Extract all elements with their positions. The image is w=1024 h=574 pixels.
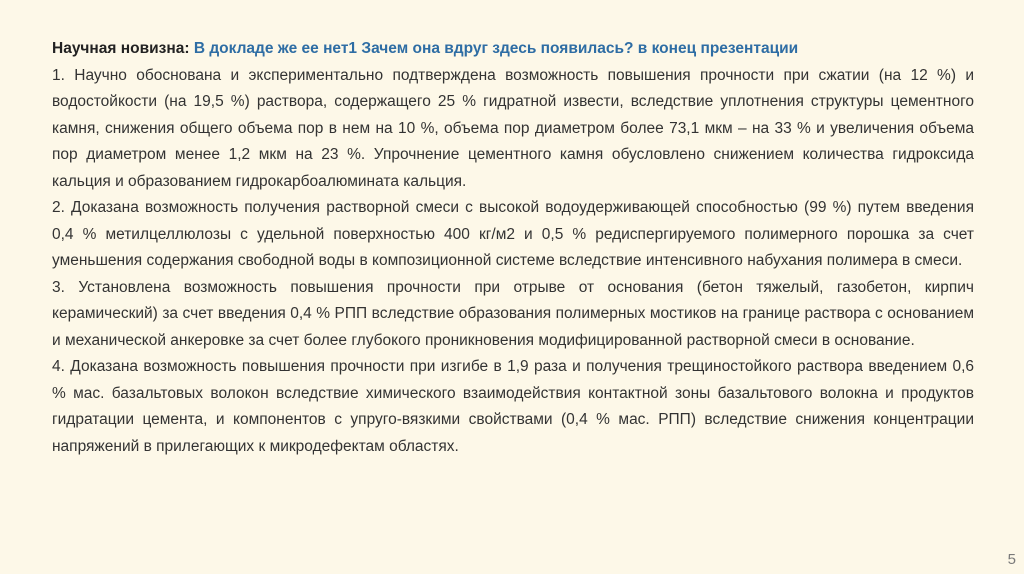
novelty-item-2: 2. Доказана возможность получения растворной смеси с высокой водоудерживающей способностью (99 %) путем введения 0,4 % метилцеллюлозы с удельной поверхностью 400 кг/м2 и 0,5 % редиспергируемого полимерного порошка за счет уменьшения содержания свободной воды в композиционной системе вследствие интенсивного набухания полимера в смеси. xyxy=(52,199,974,269)
heading-review-comment: В докладе же ее нет1 Зачем она вдруг здесь появилась? в конец презентации xyxy=(189,40,799,57)
novelty-item-4: 4. Доказана возможность повышения прочности при изгибе в 1,9 раза и получения трещиностойкого раствора введением 0,6 % мас. базальтовых волокон вследствие химического взаимодействия контактной зоны базальтового волокна и продуктов гидратации цемента, и компонентов с упруго-вязкими свойствами (0,4 % мас. РПП) вследствие снижения концентрации напряжений в прилегающих к микродефектам областях. xyxy=(52,358,974,455)
heading-label: Научная новизна xyxy=(52,40,185,57)
slide-content xyxy=(52,36,974,460)
slide-heading xyxy=(52,36,974,63)
novelty-item-1: 1. Научно обоснована и экспериментально подтверждена возможность повышения прочности при сжатии (на 12 %) и водостойкости (на 19,5 %) раствора, содержащего 25 % гидратной извести, вследствие уплотнения структуры цементного камня, снижения общего объема пор в нем на 10 %, объема пор диаметром более 73,1 мкм – на 33 % и увеличения объема пор диаметром менее 1,2 мкм на 23 %. Упрочнение цементного камня обусловлено снижением количества гидроксида кальция и образованием гидрокарбоалюмината кальция. xyxy=(52,66,974,190)
heading-colon: : xyxy=(184,40,190,57)
page-number: 5 xyxy=(1007,551,1016,568)
novelty-item-3: 3. Установлена возможность повышения прочности при отрыве от основания (бетон тяжелый, газобетон, кирпич керамический) за счет введения 0,4 % РПП вследствие образования полимерных мостиков на границе раствора с основанием и механической анкеровке за счет более глубокого проникновения модифицированной растворной смеси в основание. xyxy=(52,278,974,349)
